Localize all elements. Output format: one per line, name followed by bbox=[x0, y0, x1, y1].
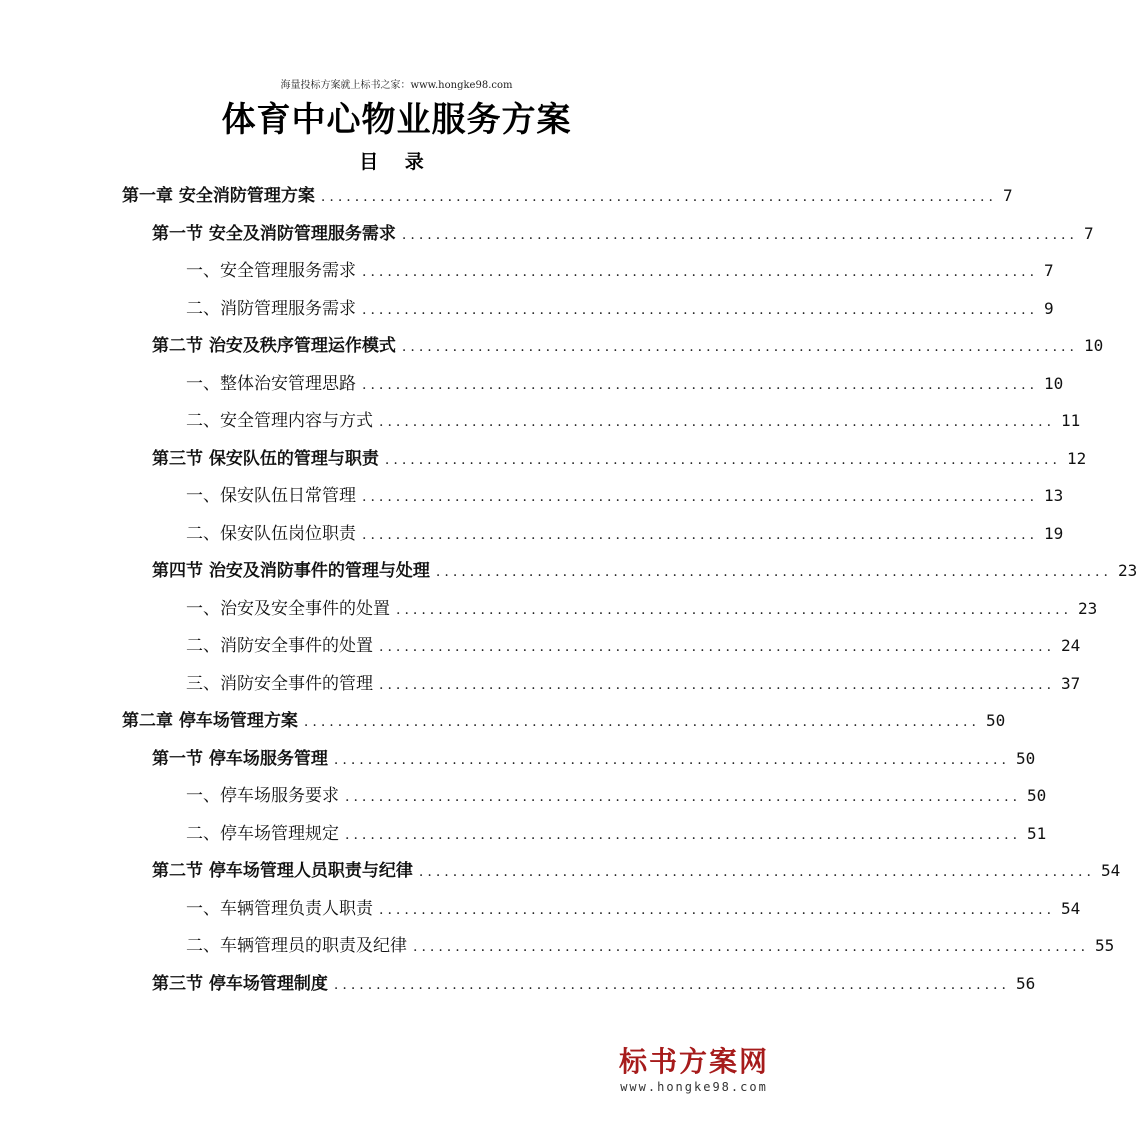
toc-entry-label: 第四节 治安及消防事件的管理与处理 bbox=[152, 561, 430, 581]
toc-entry-label: 二、安全管理内容与方式 bbox=[186, 411, 373, 431]
toc-entry-label: 第二章 停车场管理方案 bbox=[122, 711, 298, 731]
toc-entry-label: 第二节 停车场管理人员职责与纪律 bbox=[152, 861, 413, 881]
toc-entry[interactable] bbox=[152, 219, 1094, 249]
toc-dot-leader: ................................................................................ bbox=[384, 451, 1061, 468]
toc-dot-leader: ................................................................................ bbox=[333, 751, 1010, 768]
toc-entry-label: 二、车辆管理员的职责及纪律 bbox=[186, 936, 407, 956]
toc-entry-label: 一、车辆管理负责人职责 bbox=[186, 898, 373, 919]
header-note: 海量投标方案就上标书之家：www.hongke98.com bbox=[280, 80, 513, 91]
document-title: 体育中心物业服务方案 bbox=[221, 100, 572, 140]
toc-entry[interactable] bbox=[152, 331, 1104, 361]
toc-entry-label: 第三节 保安队伍的管理与职责 bbox=[152, 448, 379, 469]
toc-heading: 目 录 bbox=[359, 151, 434, 173]
footer-logo bbox=[609, 1040, 779, 1094]
toc-entry[interactable] bbox=[186, 931, 1115, 961]
toc-entry-page: 55 bbox=[1095, 936, 1115, 955]
toc-dot-leader: ................................................................................ bbox=[418, 864, 1095, 880]
toc-entry-page: 50 bbox=[985, 711, 1006, 730]
toc-dot-leader: ................................................................................ bbox=[320, 189, 997, 205]
toc-entry-page: 54 bbox=[1061, 898, 1081, 918]
toc-dot-leader: ................................................................................ bbox=[413, 939, 1090, 955]
toc-dot-leader: ................................................................................ bbox=[379, 414, 1056, 430]
toc-dot-leader: ................................................................................ bbox=[401, 339, 1078, 355]
toc-entry[interactable] bbox=[186, 781, 1047, 811]
toc-dot-leader: ................................................................................ bbox=[362, 264, 1039, 280]
toc-entry-label: 二、消防安全事件的处置 bbox=[186, 636, 373, 656]
toc-entry-page: 12 bbox=[1066, 448, 1087, 468]
toc-dot-leader: ................................................................................ bbox=[379, 639, 1056, 655]
toc-dot-leader: ................................................................................ bbox=[333, 976, 1010, 993]
toc-entry-label: 第一章 安全消防管理方案 bbox=[122, 186, 315, 206]
toc-entry[interactable] bbox=[152, 856, 1121, 886]
toc-entry[interactable] bbox=[186, 481, 1064, 511]
footer-brand: 标书方案网 bbox=[618, 1045, 769, 1078]
toc-entry-page: 7 bbox=[1083, 223, 1094, 243]
toc-entry-label: 第一节 停车场服务管理 bbox=[152, 748, 328, 769]
toc-entry[interactable] bbox=[186, 256, 1054, 286]
toc-entry[interactable] bbox=[152, 556, 1137, 586]
toc-dot-leader: ................................................................................ bbox=[345, 789, 1022, 805]
toc-entry-label: 一、保安队伍日常管理 bbox=[186, 486, 356, 506]
toc-entry[interactable] bbox=[152, 744, 1036, 774]
toc-entry[interactable] bbox=[186, 519, 1064, 549]
toc-dot-leader: ................................................................................ bbox=[362, 376, 1039, 393]
toc-entry[interactable] bbox=[122, 181, 1013, 211]
toc-entry-label: 第一节 安全及消防管理服务需求 bbox=[152, 223, 396, 244]
toc-dot-leader: ................................................................................ bbox=[362, 489, 1039, 505]
toc-entry-label: 二、消防管理服务需求 bbox=[186, 298, 356, 319]
toc-entry-page: 10 bbox=[1044, 373, 1064, 393]
toc-entry-label: 二、停车场管理规定 bbox=[186, 823, 339, 844]
toc-entry[interactable] bbox=[122, 706, 1006, 736]
toc-entry-page: 24 bbox=[1061, 636, 1081, 655]
toc-entry-label: 一、停车场服务要求 bbox=[186, 786, 339, 806]
toc-entry-page: 10 bbox=[1083, 336, 1104, 355]
toc-dot-leader: ................................................................................ bbox=[303, 714, 980, 730]
toc-entry-page: 56 bbox=[1015, 973, 1036, 993]
toc-entry[interactable] bbox=[186, 294, 1054, 324]
toc-entry-label: 第三节 停车场管理制度 bbox=[152, 973, 328, 994]
toc-entry-page: 23 bbox=[1117, 561, 1137, 580]
toc-dot-leader: ................................................................................ bbox=[345, 826, 1022, 843]
toc-entry[interactable] bbox=[186, 369, 1064, 399]
toc-dot-leader: ................................................................................ bbox=[362, 301, 1039, 318]
toc-dot-leader: ................................................................................ bbox=[379, 901, 1056, 918]
toc-entry-label: 一、整体治安管理思路 bbox=[186, 373, 356, 394]
toc-entry-page: 37 bbox=[1061, 673, 1081, 693]
toc-entry-label: 一、治安及安全事件的处置 bbox=[186, 598, 390, 619]
toc-entry-page: 7 bbox=[1002, 186, 1013, 205]
toc-entry[interactable] bbox=[186, 819, 1047, 849]
footer-url: www.hongke98.com bbox=[620, 1080, 768, 1094]
toc-entry[interactable] bbox=[186, 669, 1081, 699]
toc-entry-page: 50 bbox=[1015, 748, 1036, 768]
toc-dot-leader: ................................................................................ bbox=[396, 601, 1073, 618]
toc-entry-page: 50 bbox=[1027, 786, 1047, 805]
toc-entry-label: 二、保安队伍岗位职责 bbox=[186, 523, 356, 544]
toc-entry[interactable] bbox=[186, 631, 1081, 661]
toc-entry-label: 三、消防安全事件的管理 bbox=[186, 673, 373, 694]
toc-entry[interactable] bbox=[152, 444, 1087, 474]
toc-dot-leader: ................................................................................ bbox=[379, 676, 1056, 693]
toc-entry-page: 13 bbox=[1044, 486, 1064, 505]
toc-dot-leader: ................................................................................ bbox=[401, 226, 1078, 243]
toc-dot-leader: ................................................................................ bbox=[362, 526, 1039, 543]
toc-entry-page: 23 bbox=[1078, 598, 1098, 618]
toc-entry-label: 第二节 治安及秩序管理运作模式 bbox=[152, 336, 396, 356]
toc-entry[interactable] bbox=[152, 969, 1036, 999]
toc-entry-page: 54 bbox=[1100, 861, 1121, 880]
toc-entry-page: 11 bbox=[1061, 411, 1081, 430]
toc-entry[interactable] bbox=[186, 894, 1081, 924]
toc-entry[interactable] bbox=[186, 406, 1081, 436]
toc-entry-page: 51 bbox=[1027, 823, 1047, 843]
toc-entry-page: 9 bbox=[1044, 298, 1054, 318]
toc-entry-page: 19 bbox=[1044, 523, 1064, 543]
toc-entry-label: 一、安全管理服务需求 bbox=[186, 261, 356, 281]
toc-entry-page: 7 bbox=[1044, 261, 1054, 280]
toc-dot-leader: ................................................................................ bbox=[435, 564, 1112, 580]
toc-entry[interactable] bbox=[186, 594, 1098, 624]
